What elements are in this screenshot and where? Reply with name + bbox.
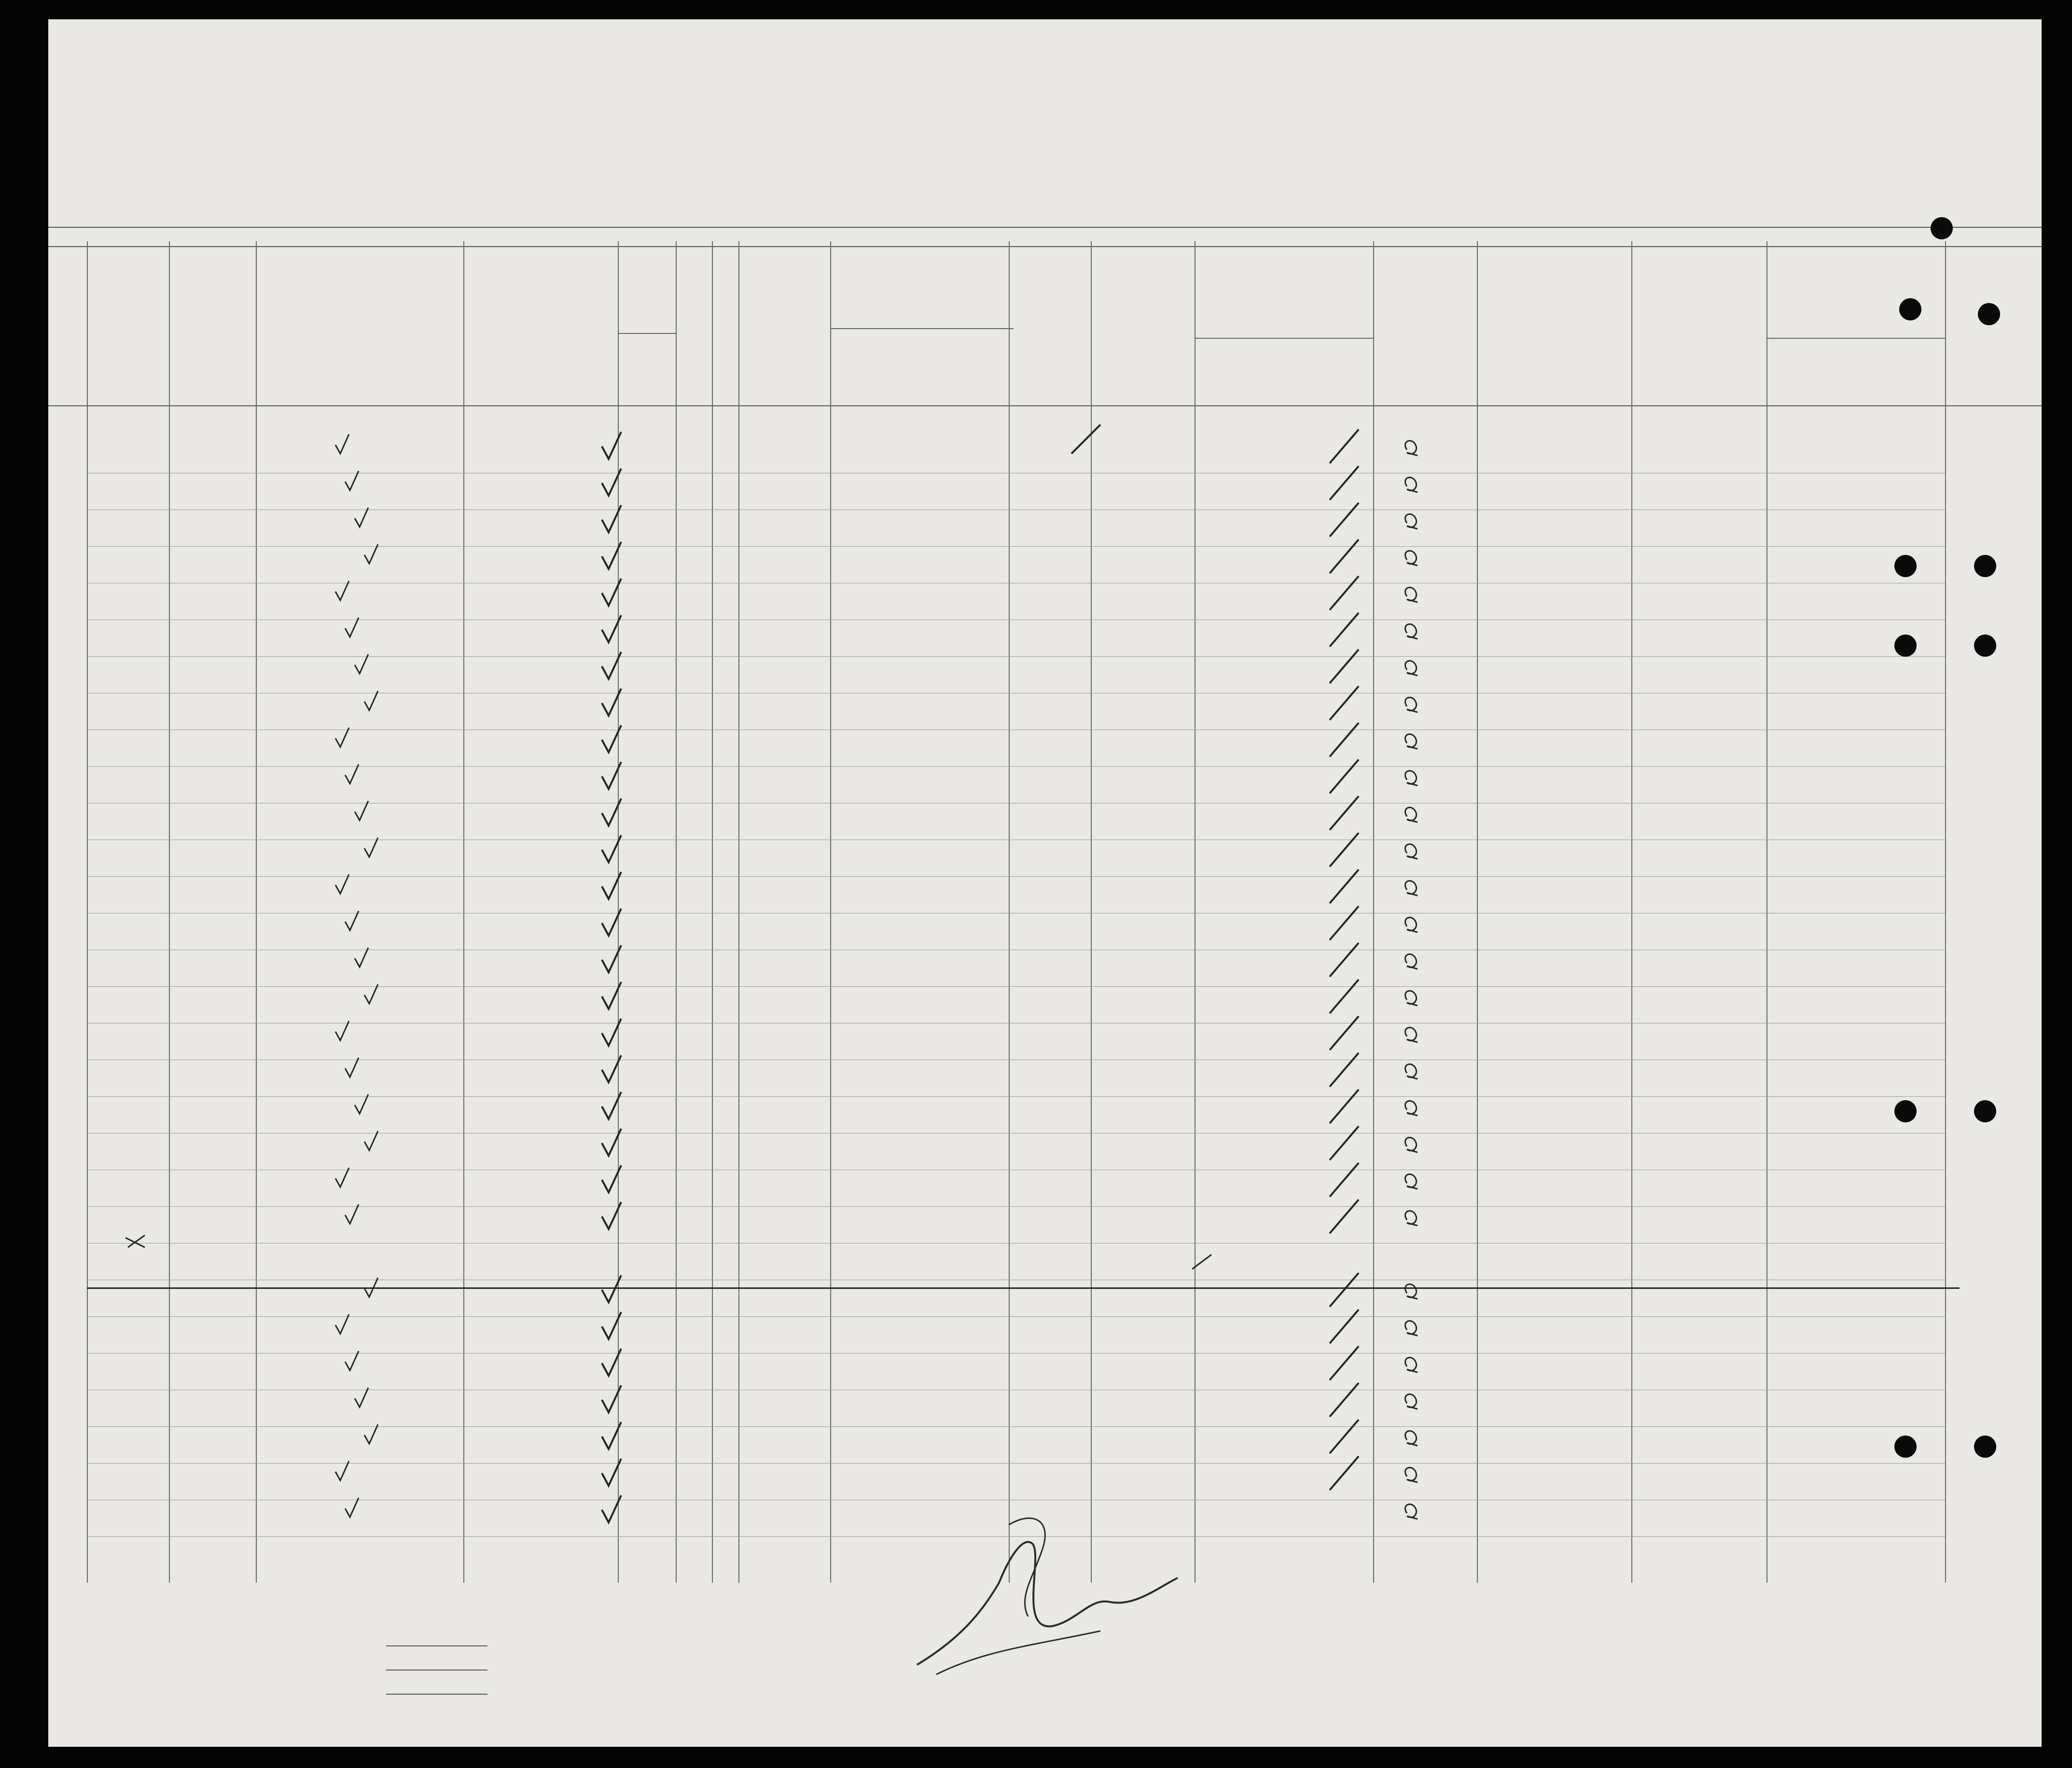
binder-hole — [1894, 1100, 1917, 1122]
visa-slash — [1330, 723, 1359, 757]
visa-slash — [1330, 1016, 1359, 1050]
age-checkmark — [602, 542, 621, 569]
visa-slash — [1330, 1383, 1359, 1417]
binder-hole — [1899, 298, 1921, 320]
row-22-cross — [125, 1235, 145, 1247]
visa-stamp-mark — [1405, 1211, 1418, 1226]
visa-stamp-mark — [1405, 551, 1418, 566]
binder-hole — [1974, 1436, 1996, 1458]
visa-stamp-mark — [1405, 624, 1418, 639]
age-checkmark — [602, 1275, 621, 1302]
age-checkmark — [602, 982, 621, 1009]
age-checkmark — [602, 1055, 621, 1082]
visa-stamp-mark — [1405, 477, 1418, 492]
name-checkmark — [335, 874, 349, 894]
aliens-line — [386, 1694, 487, 1695]
visa-stamp-mark — [1405, 1467, 1418, 1482]
visa-stamp-mark — [1405, 807, 1418, 822]
name-checkmark — [345, 618, 359, 637]
age-checkmark — [602, 1385, 621, 1412]
name-checkmark — [335, 1461, 349, 1480]
visa-stamp-mark — [1405, 1101, 1418, 1116]
name-checkmark — [364, 1424, 378, 1444]
visa-stamp-mark — [1405, 771, 1418, 786]
visa-slash — [1330, 796, 1359, 830]
age-checkmark — [602, 1495, 621, 1522]
age-checkmark — [602, 725, 621, 752]
visa-stamp-mark — [1405, 1064, 1418, 1079]
age-checkmark — [602, 469, 621, 496]
name-checkmark — [345, 911, 359, 930]
age-checkmark — [602, 1202, 621, 1229]
visa-slash — [1330, 613, 1359, 647]
age-checkmark — [602, 1129, 621, 1156]
visa-slash — [1330, 833, 1359, 867]
visa-stamp-mark — [1405, 954, 1418, 969]
visa-stamp-mark — [1405, 587, 1418, 602]
age-checkmark — [602, 799, 621, 826]
name-checkmark — [335, 1314, 349, 1334]
binder-hole — [1974, 1100, 1996, 1122]
age-checkmark — [602, 1459, 621, 1486]
name-checkmark — [355, 1094, 368, 1114]
visa-stamp-mark — [1405, 1357, 1418, 1372]
visa-slash — [1330, 1090, 1359, 1123]
visa-slash — [1330, 1346, 1359, 1380]
age-checkmark — [602, 1092, 621, 1119]
age-checkmark — [602, 1165, 621, 1192]
visa-stamp-mark — [1405, 881, 1418, 896]
row-22-mark — [1192, 1255, 1211, 1269]
visa-stamp-mark — [1405, 844, 1418, 859]
age-checkmark — [602, 1349, 621, 1376]
name-checkmark — [335, 581, 349, 600]
visa-stamp-mark — [1405, 441, 1418, 456]
age-checkmark — [602, 945, 621, 972]
visa-slash — [1330, 943, 1359, 977]
visa-slash — [1330, 980, 1359, 1013]
name-checkmark — [345, 1351, 359, 1370]
name-checkmark — [335, 728, 349, 747]
name-checkmark — [345, 1058, 359, 1077]
age-checkmark — [602, 432, 621, 459]
total-line — [386, 1645, 487, 1646]
visa-slash — [1330, 1456, 1359, 1490]
visa-slash — [1330, 539, 1359, 573]
age-checkmark — [602, 909, 621, 936]
visa-stamp-mark — [1405, 734, 1418, 749]
visa-stamp-mark — [1405, 1431, 1418, 1446]
visa-slash — [1330, 760, 1359, 793]
name-checkmark — [364, 1278, 378, 1297]
name-checkmark — [364, 691, 378, 710]
name-checkmark — [345, 471, 359, 490]
visa-stamp-mark — [1405, 1284, 1418, 1299]
visa-slash — [1330, 1200, 1359, 1233]
age-checkmark — [602, 835, 621, 862]
visa-stamp-mark — [1405, 1174, 1418, 1189]
visa-slash — [1330, 1163, 1359, 1197]
visa-stamp-mark — [1405, 697, 1418, 712]
name-checkmark — [355, 654, 368, 674]
visa-slash — [1330, 649, 1359, 683]
binder-hole — [1974, 635, 1996, 657]
officer-signature-mark — [907, 1506, 1207, 1689]
binder-hole — [1894, 635, 1917, 657]
visa-stamp-mark — [1405, 514, 1418, 529]
visa-slash — [1330, 906, 1359, 940]
age-checkmark — [602, 689, 621, 716]
name-checkmark — [355, 508, 368, 527]
visa-stamp-mark — [1405, 1137, 1418, 1152]
manifest-sheet — [48, 19, 2042, 1747]
binder-hole — [1894, 1436, 1917, 1458]
age-checkmark — [602, 1312, 621, 1339]
visa-slash — [1330, 686, 1359, 720]
binder-hole — [1974, 555, 1996, 577]
visa-slash — [1330, 576, 1359, 610]
visa-stamp-mark — [1405, 991, 1418, 1006]
name-checkmark — [345, 1498, 359, 1517]
visa-slash — [1330, 503, 1359, 537]
name-checkmark — [335, 434, 349, 454]
visa-stamp-mark — [1405, 1394, 1418, 1409]
visa-slash — [1330, 870, 1359, 903]
binder-hole — [1931, 217, 1953, 239]
name-checkmark — [364, 544, 378, 564]
name-checkmark — [364, 1131, 378, 1150]
age-checkmark — [602, 1422, 621, 1449]
name-checkmark — [364, 838, 378, 857]
name-checkmark — [335, 1021, 349, 1040]
name-checkmark — [364, 984, 378, 1004]
name-checkmark — [355, 1388, 368, 1407]
visa-stamp-mark — [1405, 1504, 1418, 1519]
visa-slash — [1330, 1420, 1359, 1453]
age-checkmark — [602, 762, 621, 789]
binder-hole — [1978, 303, 2000, 325]
age-checkmark — [602, 1019, 621, 1046]
citizens-line — [386, 1670, 487, 1671]
age-checkmark — [602, 579, 621, 606]
age-checkmark — [602, 505, 621, 532]
name-checkmark — [345, 1204, 359, 1224]
age-checkmark — [602, 872, 621, 899]
visa-slash — [1330, 1053, 1359, 1087]
visa-stamp-mark — [1405, 661, 1418, 676]
name-checkmark — [355, 801, 368, 820]
age-checkmark — [602, 652, 621, 679]
name-checkmark — [345, 764, 359, 784]
name-checkmark — [335, 1168, 349, 1187]
binder-hole — [1894, 555, 1917, 577]
visa-stamp-mark — [1405, 917, 1418, 932]
visa-slash — [1330, 466, 1359, 500]
visa-slash — [1330, 1126, 1359, 1160]
visa-stamp-mark — [1405, 1321, 1418, 1336]
visa-slash — [1330, 429, 1359, 463]
checkmarks-overlay — [48, 19, 2042, 1747]
visa-slash — [1330, 1310, 1359, 1343]
visa-stamp-mark — [1405, 1027, 1418, 1042]
birth-check — [1071, 425, 1100, 454]
age-checkmark — [602, 615, 621, 642]
visa-slash — [1330, 1273, 1359, 1307]
name-checkmark — [355, 948, 368, 967]
